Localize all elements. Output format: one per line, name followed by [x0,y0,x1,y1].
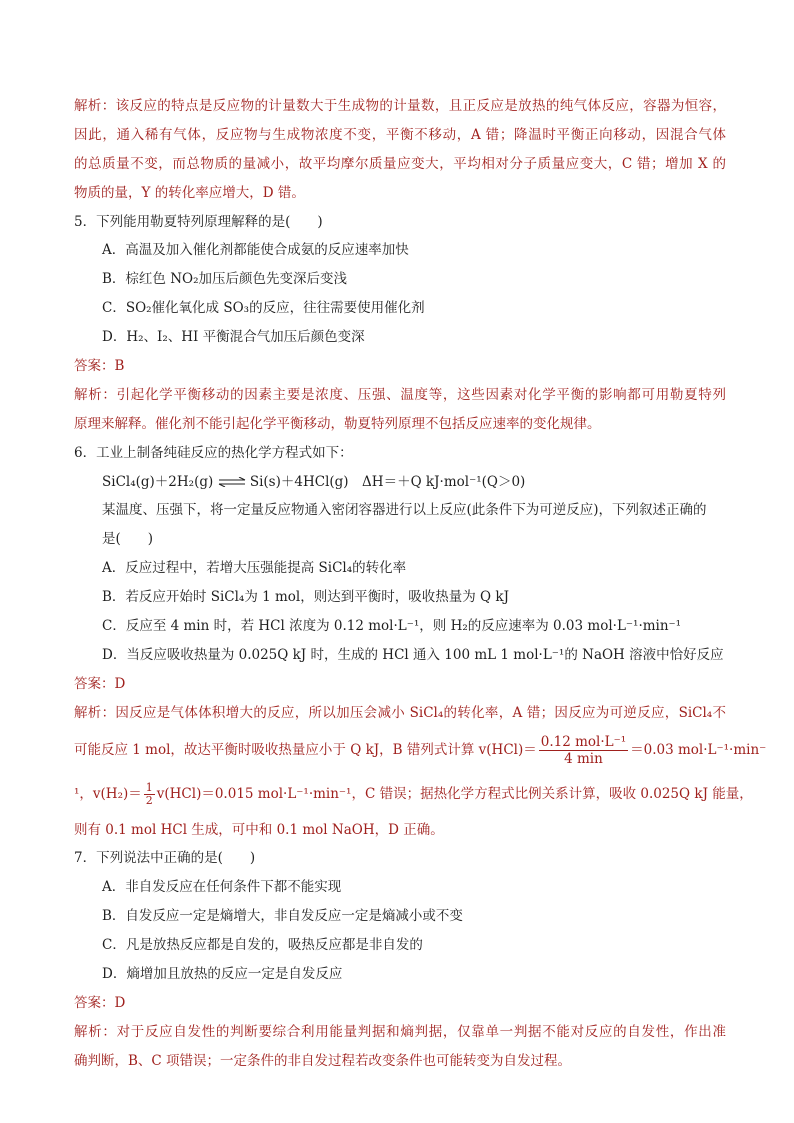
question-6-option-b: B．若反应开始时 SiCl₄为 1 mol，则达到平衡时，吸收热量为 Q kJ [102,589,509,606]
rate-fraction-numerator: 0.12 mol·L⁻¹ [540,733,627,750]
analysis-q6-line3-text: ¹，v(H₂)＝ [74,785,142,802]
equation-products: Si(s)＋4HCl(g) ΔH＝＋Q kJ·mol⁻¹(Q＞0) [249,473,526,490]
analysis-q6-line3-rest: v(HCl)＝0.015 mol·L⁻¹·min⁻¹，C 错误；据热化学方程式比例关系计算，吸收 0.025Q kJ 能量， [156,785,753,802]
question-7-option-a: A．非自发反应在任何条件下都不能实现 [102,879,342,896]
question-6-option-d: D．当反应吸收热量为 0.025Q kJ 时，生成的 HCl 通入 100 mL 1 mol·L⁻¹的 NaOH 溶液中恰好反应 [102,646,724,663]
question-6-stem-line3: 是( ) [102,531,154,548]
analysis-q6-line3 [74,772,753,816]
question-6-option-c: C．反应至 4 min 时，若 HCl 浓度为 0.12 mol·L⁻¹，则 H₂的反应速率为 0.03 mol·L⁻¹·min⁻¹ [102,618,682,635]
question-7-stem: 7．下列说法中正确的是( ) [74,850,256,867]
half-fraction [144,782,155,807]
question-5-option-a: A．高温及加入催化剂都能使合成氨的反应速率加快 [102,242,409,259]
equilibrium-arrow-icon [218,477,246,487]
question-6-answer: 答案：D [74,675,126,692]
analysis-q6-line2 [74,728,767,772]
analysis-q7-line1: 解析：对于反应自发性的判断要综合利用能量判据和熵判据，仅靠单一判据不能对反应的自发性，作出准 [74,1023,726,1040]
analysis-q6-line2-text: 可能反应 1 mol，故达平衡时吸收热量应小于 Q kJ，B 错列式计算 v(HCl)＝ [74,741,537,758]
question-5-option-b: B．棕红色 NO₂加压后颜色先变深后变浅 [102,271,348,288]
question-6-stem: 6．工业上制备纯硅反应的热化学方程式如下： [74,444,353,461]
analysis-q4-line4: 物质的量，Y 的转化率应增大，D 错。 [74,184,305,201]
question-5-answer: 答案：B [74,358,125,375]
half-fraction-denominator: 2 [145,793,153,807]
analysis-q6-line1: 解析：因反应是气体体积增大的反应，所以加压会减小 SiCl₄的转化率，A 错；因反应为可逆反应，SiCl₄不 [74,704,726,721]
question-7-option-c: C．凡是放热反应都是自发的，吸热反应都是非自发的 [102,937,423,954]
equation-reactants: SiCl₄(g)＋2H₂(g) [102,473,214,490]
question-7-option-d: D．熵增加且放热的反应一定是自发反应 [102,966,343,983]
analysis-q7-line2: 确判断，B、C 项错误；一定条件的非自发过程若改变条件也可能转变为自发过程。 [74,1052,572,1069]
question-6-stem-line2: 某温度、压强下，将一定量反应物通入密闭容器进行以上反应(此条件下为可逆反应)，下列叙述正确的 [102,502,707,519]
question-5-stem: 5．下列能用勒夏特列原理解释的是( ) [74,213,323,230]
analysis-q4-line2: 因此，通入稀有气体，反应物与生成物浓度不变，平衡不移动，A 错；降温时平衡正向移动，因混合气体 [74,126,726,143]
rate-fraction-denominator: 4 min [564,750,603,767]
analysis-q6-line4: 则有 0.1 mol HCl 生成，可中和 0.1 mol NaOH，D 正确。 [74,821,444,838]
half-fraction-numerator: 1 [145,780,153,794]
analysis-q5-line2: 原理来解释。催化剂不能引起化学平衡移动，勒夏特列原理不包括反应速率的变化规律。 [74,415,601,432]
question-5-option-d: D．H₂、I₂、HI 平衡混合气加压后颜色变深 [102,329,365,346]
question-7-option-b: B．自发反应一定是熵增大，非自发反应一定是熵减小或不变 [102,908,463,925]
analysis-q6-line2-result: ＝0.03 mol·L⁻¹·min⁻ [630,741,767,758]
question-6-equation [74,468,726,497]
question-6-option-a: A．反应过程中，若增大压强能提高 SiCl₄的转化率 [102,560,407,577]
analysis-q4-line1: 解析：该反应的特点是反应物的计量数大于生成物的计量数，且正反应是放热的纯气体反应，容器为恒容， [74,98,726,114]
analysis-q4-line3: 的总质量不变，而总物质的量减小，故平均摩尔质量应变大，平均相对分子质量应变大，C 错；增加 X 的 [74,155,726,172]
question-7-answer: 答案：D [74,994,126,1011]
analysis-q5-line1: 解析：引起化学平衡移动的因素主要是浓度、压强、温度等，这些因素对化学平衡的影响都可用勒夏特列 [74,386,726,403]
document-page [74,92,767,1076]
rate-fraction [539,734,628,767]
question-5-option-c: C．SO₂催化氧化成 SO₃的反应，往往需要使用催化剂 [102,300,425,317]
